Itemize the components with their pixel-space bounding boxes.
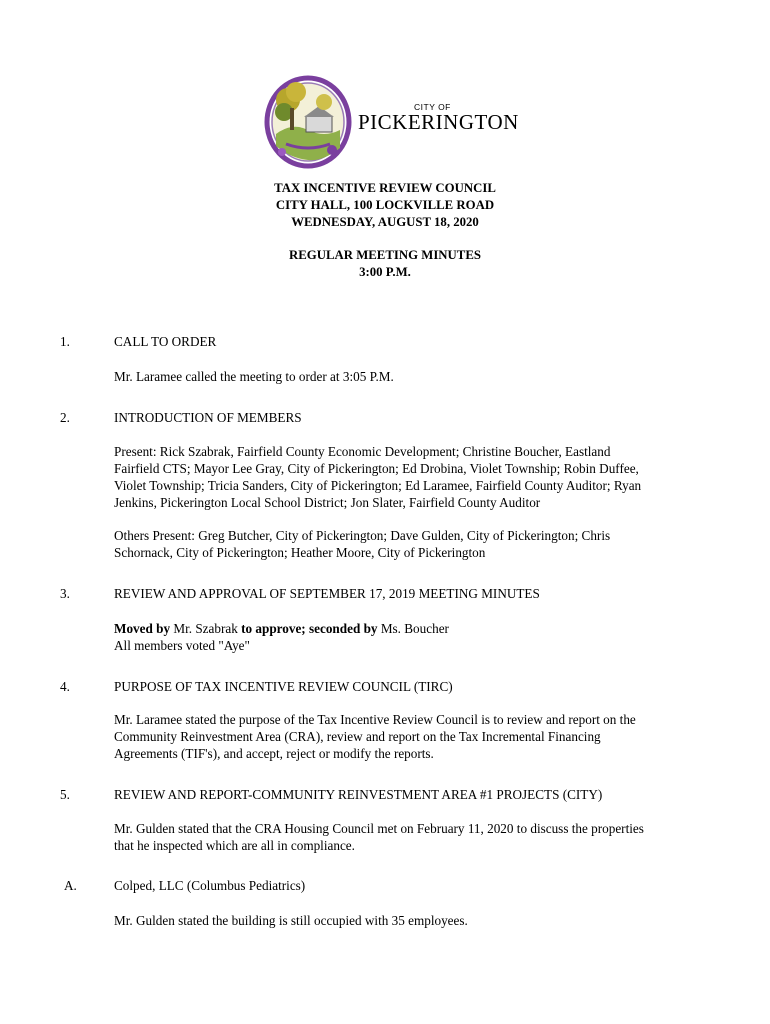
council-name: TAX INCENTIVE REVIEW COUNCIL xyxy=(274,181,496,195)
seconded-label: to approve; seconded by xyxy=(241,621,378,636)
logo-city-of: CITY OF xyxy=(414,102,451,112)
moved-by-name: Mr. Szabrak xyxy=(170,621,242,636)
minutes-title: REGULAR MEETING MINUTES xyxy=(289,248,481,262)
meeting-location: CITY HALL, 100 LOCKVILLE ROAD xyxy=(275,198,495,212)
subitem-heading: Colped, LLC (Columbus Pediatrics) xyxy=(114,878,306,893)
meeting-header xyxy=(0,180,770,231)
members-present: Present: Rick Szabrak, Fairfield County Economic Development; Christine Boucher, Eastland Fairfield CTS; Mayor Lee Gray, City of Pickerington; Ed Drobina, Violet Township; Robin Duffee, Violet Township; Tricia Sanders, City of Pickerington; Ed Laramee, Fairfield County Auditor; Ryan Jenkins, Pickerington Local School District; Jon Slater, Fairfield County Auditor xyxy=(114,444,642,510)
item-heading: INTRODUCTION OF MEMBERS xyxy=(114,410,302,425)
others-present: Others Present: Greg Butcher, City of Pickerington; Dave Gulden, City of Pickerington; Chris Schornack, City of Pickerington; Heather Moore, City of Pickerington xyxy=(114,528,611,560)
item-number: 5. xyxy=(60,787,70,802)
vote-result: All members voted "Aye" xyxy=(114,638,250,653)
item-number: 1. xyxy=(60,334,70,349)
item-number: 2. xyxy=(60,410,70,425)
logo-city-name: PICKERINGTON xyxy=(358,110,519,134)
item-heading: REVIEW AND APPROVAL OF SEPTEMBER 17, 2019 MEETING MINUTES xyxy=(114,586,540,601)
item-number: 4. xyxy=(60,679,70,694)
item-heading: REVIEW AND REPORT-COMMUNITY REINVESTMENT AREA #1 PROJECTS (CITY) xyxy=(114,787,603,802)
motion-text xyxy=(114,620,654,654)
meeting-time: 3:00 P.M. xyxy=(359,265,411,279)
minutes-header xyxy=(0,247,770,281)
item-number: 3. xyxy=(60,586,70,601)
item-heading: PURPOSE OF TAX INCENTIVE REVIEW COUNCIL (TIRC) xyxy=(114,679,453,694)
moved-by-label: Moved by xyxy=(114,621,171,636)
item-text: Mr. Laramee stated the purpose of the Tax Incentive Review Council is to review and report on the Community Reinvestment Area (CRA), review and report on the Tax Incremental Financing Agreements (TIF's), and accept, reject or modify the reports. xyxy=(114,712,636,761)
item-text: Mr. Laramee called the meeting to order at 3:05 P.M. xyxy=(114,369,394,384)
subitem-letter: A. xyxy=(64,878,77,893)
meeting-date: WEDNESDAY, AUGUST 18, 2020 xyxy=(291,215,479,229)
item-text: Mr. Gulden stated that the CRA Housing Council met on February 11, 2020 to discuss the properties that he inspected which are all in compliance. xyxy=(114,821,644,853)
seconded-name: Ms. Boucher xyxy=(377,621,449,636)
city-logo xyxy=(262,72,519,172)
subitem-text: Mr. Gulden stated the building is still occupied with 35 employees. xyxy=(114,913,468,928)
city-seal-icon xyxy=(262,72,354,170)
item-heading: CALL TO ORDER xyxy=(114,334,217,349)
